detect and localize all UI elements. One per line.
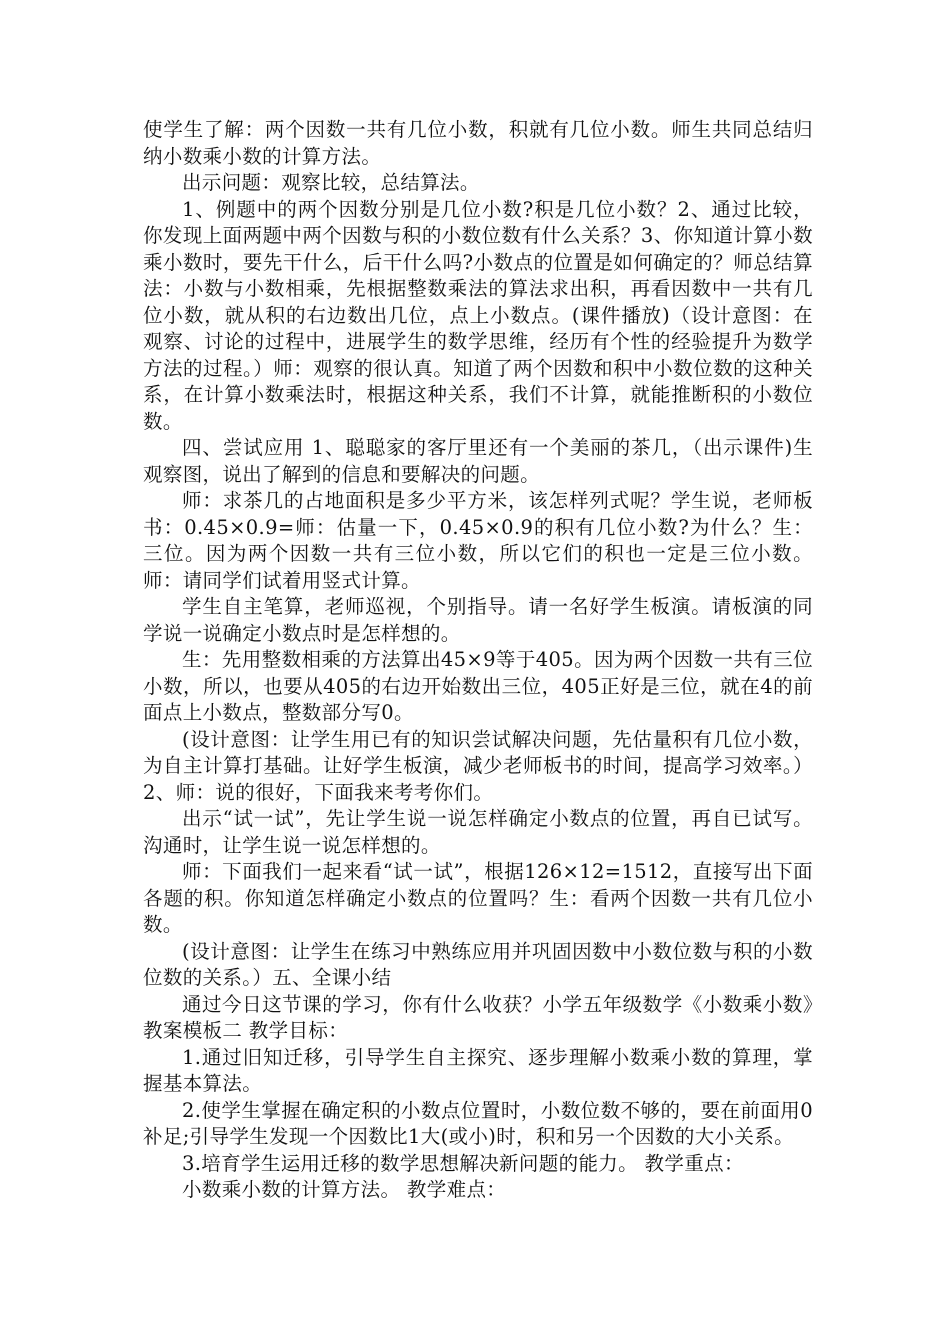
paragraph: 1.通过旧知迁移，引导学生自主探究、逐步理解小数乘小数的算理，掌握基本算法。 [143, 1045, 813, 1095]
paragraph: 1、例题中的两个因数分别是几位小数?积是几位小数？2、通过比较，你发现上面两题中两个因数与积的小数位数有什么关系？3、你知道计算小数乘小数时，要先干什么，后干什么吗?小数点的位置是如何确定的？师总结算法：小数与小数相乘，先根据整数乘法的算法求出积，再看因数中一共有几位小数，就从积的右边数出几位，点上小数点。(课件播放)（设计意图：在观察、讨论的过程中，进展学生的数学思维，经历有个性的经验提升为数学方法的过程。）师：观察的很认真。知道了两个因数和积中小数位数的这种关系，在计算小数乘法时，根据这种关系，我们不计算，就能推断积的小数位数。 [143, 197, 813, 433]
paragraph: 学生自主笔算，老师巡视，个别指导。请一名好学生板演。请板演的同学说一说确定小数点时是怎样想的。 [143, 595, 813, 645]
paragraph: 四、尝试应用 1、聪聪家的客厅里还有一个美丽的茶几，（出示课件)生观察图，说出了解到的信息和要解决的问题。 [143, 436, 813, 486]
paragraph: 出示问题：观察比较，总结算法。 [182, 171, 480, 194]
paragraph: 使学生了解：两个因数一共有几位小数，积就有几位小数。师生共同总结归纳小数乘小数的计算方法。 [143, 118, 813, 168]
paragraph: 生：先用整数相乘的方法算出45×9等于405。因为两个因数一共有三位小数，所以，也要从405的右边开始数出三位，405正好是三位，就在4的前面点上小数点，整数部分写0。 [143, 648, 813, 724]
paragraph: 师：下面我们一起来看“试一试”，根据126×12=1512，直接写出下面各题的积。你知道怎样确定小数点的位置吗？生：看两个因数一共有几位小数。 [143, 860, 813, 936]
paragraph: 小数乘小数的计算方法。 教学难点： [182, 1178, 507, 1201]
paragraph: 通过今日这节课的学习，你有什么收获？小学五年级数学《小数乘小数》教案模板二 教学目标： [143, 992, 813, 1042]
paragraph: 师：求茶几的占地面积是多少平方米，该怎样列式呢？学生说，老师板书：0.45×0.9=师：估量一下，0.45×0.9的积有几位小数?为什么？生：三位。因为两个因数一共有三位小数，所以它们的积也一定是三位小数。 师：请同学们试着用竖式计算。 [143, 489, 813, 592]
paragraph: 2.使学生掌握在确定积的小数点位置时，小数位数不够的，要在前面用0补足;引导学生发现一个因数比1大(或小)时，积和另一个因数的大小关系。 [143, 1098, 813, 1148]
paragraph: 出示“试一试”，先让学生说一说怎样确定小数点的位置，再自已试写。沟通时，让学生说一说怎样想的。 [143, 807, 813, 857]
document-body [143, 117, 813, 1204]
paragraph: 3.培育学生运用迁移的数学思想解决新问题的能力。 教学重点： [182, 1151, 744, 1175]
paragraph: (设计意图：让学生在练习中熟练应用并巩固因数中小数位数与积的小数位数的关系。）五、全课小结 [143, 939, 813, 989]
paragraph: (设计意图：让学生用已有的知识尝试解决问题，先估量积有几位小数，为自主计算打基础。让好学生板演，减少老师板书的时间，提高学习效率。）2、师：说的很好，下面我来考考你们。 [143, 727, 813, 804]
